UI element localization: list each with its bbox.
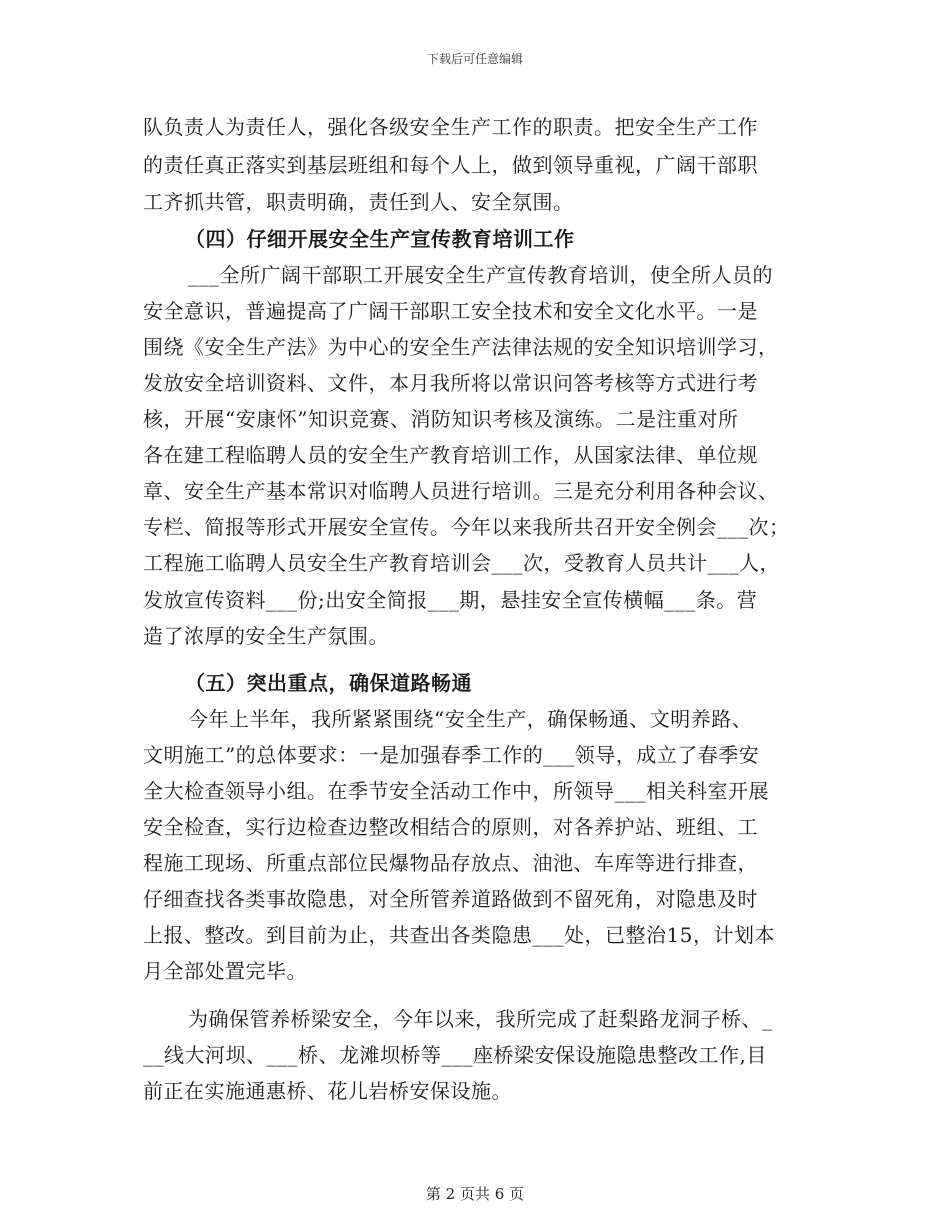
body-text-line: 工程施工临聘人员安全生产教育培训会___次，受教育人员共计___人， [143, 551, 780, 575]
body-text-line: 专栏、简报等形式开展安全宣传。今年以来我所共召开安全例会___次； [143, 515, 790, 539]
body-text-line: 队负责人为责任人，强化各级安全生产工作的职责。把安全生产工作 [143, 115, 758, 139]
body-text-line: 仔细查找各类事故隐患，对全所管养道路做到不留死角，对隐患及时 [143, 887, 758, 911]
body-text-line: 程施工现场、所重点部位民爆物品存放点、油池、车库等进行排查， [143, 851, 758, 875]
page-footer: 第 2 页共 6 页 [425, 1185, 525, 1203]
body-text-line: 的责任真正落实到基层班组和每个人上，做到领导重视，广阔干部职 [143, 153, 758, 177]
body-text-line: 安全意识，普遍提高了广阔干部职工安全技术和安全文化水平。一是 [143, 299, 758, 323]
body-text-line: ___全所广阔干部职工开展安全生产宣传教育培训，使全所人员的 [188, 263, 773, 287]
body-text-line: 上报、整改。到目前为止，共查出各类隐患___处，已整治15，计划本 [143, 923, 775, 947]
body-text-line: 核，开展“安康怀”知识竞赛、消防知识考核及演练。二是注重对所 [143, 407, 739, 431]
body-text-line: 为确保管养桥梁安全，今年以来，我所完成了赶梨路龙洞子桥、_ [188, 1007, 773, 1031]
body-text-line: 工齐抓共管，职责明确，责任到人、安全氛围。 [143, 190, 574, 214]
body-text-line: 发放安全培训资料、文件，本月我所将以常识问答考核等方式进行考 [143, 371, 758, 395]
body-text-line: 造了浓厚的安全生产氛围。 [143, 624, 389, 648]
body-text-line: 前正在实施通惠桥、花儿岩桥安保设施。 [143, 1079, 512, 1103]
body-text-line: 围绕《安全生产法》为中心的安全生产法律法规的安全知识培训学习， [143, 335, 779, 359]
body-text-line: 月全部处置完毕。 [143, 959, 307, 983]
body-text-line: 今年上半年，我所紧紧围绕“安全生产，确保畅通、文明养路、 [188, 707, 753, 731]
page-header: 下载后可任意编辑 [426, 52, 523, 66]
section-heading: （五）突出重点，确保道路畅通 [185, 671, 472, 695]
body-text-line: 章、安全生产基本常识对临聘人员进行培训。三是充分利用各种会议、 [143, 479, 779, 503]
body-text-line: 各在建工程临聘人员的安全生产教育培训工作，从国家法律、单位规 [143, 443, 758, 467]
body-text-line: 文明施工”的总体要求：一是加强春季工作的___领导，成立了春季安 [143, 743, 760, 767]
body-text-line: 全大检查领导小组。在季节安全活动工作中，所领导___相关科室开展 [143, 779, 769, 803]
section-heading: （四）仔细开展安全生产宣传教育培训工作 [185, 227, 575, 251]
body-text-line: 安全检查，实行边检查边整改相结合的原则，对各养护站、班组、工 [143, 815, 758, 839]
body-text-line: __线大河坝、___桥、龙滩坝桥等___座桥梁安保设施隐患整改工作,目 [143, 1043, 767, 1067]
body-text-line: 发放宣传资料___份;出安全简报___期，悬挂安全宣传横幅___条。营 [143, 588, 758, 612]
